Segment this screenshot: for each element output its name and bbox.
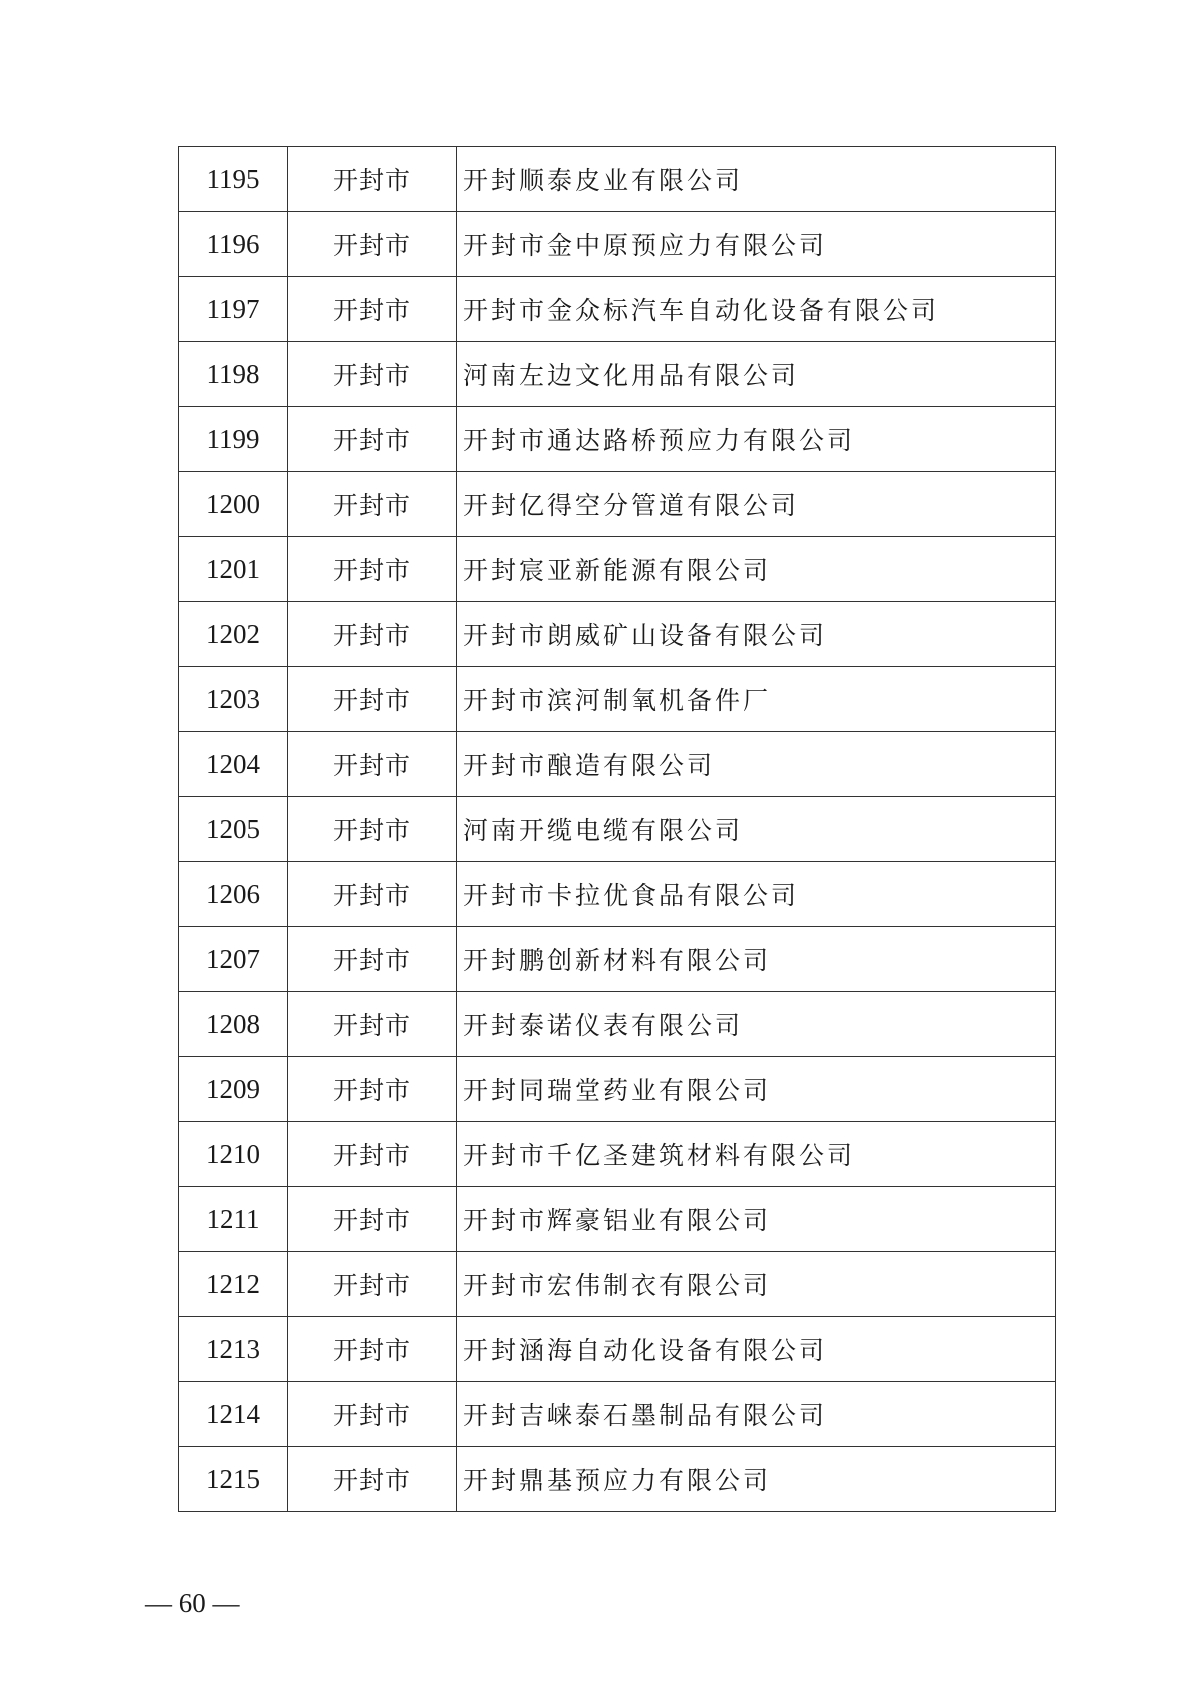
table-row [179,277,1056,342]
table-row [179,1057,1056,1122]
company-name-cell: 开封市通达路桥预应力有限公司 [457,407,1056,472]
table-row [179,732,1056,797]
city-cell: 开封市 [288,732,457,797]
row-number-cell: 1201 [179,537,288,602]
row-number-cell: 1209 [179,1057,288,1122]
row-number-cell: 1200 [179,472,288,537]
city-cell: 开封市 [288,407,457,472]
city-cell: 开封市 [288,212,457,277]
company-name-cell: 开封顺泰皮业有限公司 [457,147,1056,212]
row-number-cell: 1210 [179,1122,288,1187]
company-name-cell: 开封市金中原预应力有限公司 [457,212,1056,277]
row-number-cell: 1204 [179,732,288,797]
row-number-cell: 1202 [179,602,288,667]
city-cell: 开封市 [288,1187,457,1252]
company-name-cell: 开封市宏伟制衣有限公司 [457,1252,1056,1317]
city-cell: 开封市 [288,277,457,342]
page-number: — 60 — [145,1588,240,1618]
table-row [179,407,1056,472]
row-number-cell: 1199 [179,407,288,472]
city-cell: 开封市 [288,342,457,407]
row-number-cell: 1198 [179,342,288,407]
table-row [179,992,1056,1057]
table-row [179,472,1056,537]
row-number-cell: 1195 [179,147,288,212]
city-cell: 开封市 [288,1122,457,1187]
company-name-cell: 开封泰诺仪表有限公司 [457,992,1056,1057]
table-row [179,537,1056,602]
company-name-cell: 开封鼎基预应力有限公司 [457,1447,1056,1512]
row-number-cell: 1203 [179,667,288,732]
row-number-cell: 1206 [179,862,288,927]
company-name-cell: 河南开缆电缆有限公司 [457,797,1056,862]
row-number-cell: 1213 [179,1317,288,1382]
city-cell: 开封市 [288,862,457,927]
table-row [179,1447,1056,1512]
row-number-cell: 1215 [179,1447,288,1512]
company-name-cell: 开封亿得空分管道有限公司 [457,472,1056,537]
company-name-cell: 开封市卡拉优食品有限公司 [457,862,1056,927]
company-name-cell: 开封市金众标汽车自动化设备有限公司 [457,277,1056,342]
row-number-cell: 1196 [179,212,288,277]
row-number-cell: 1212 [179,1252,288,1317]
company-name-cell: 开封市酿造有限公司 [457,732,1056,797]
row-number-cell: 1207 [179,927,288,992]
company-name-cell: 开封市千亿圣建筑材料有限公司 [457,1122,1056,1187]
row-number-cell: 1208 [179,992,288,1057]
city-cell: 开封市 [288,1057,457,1122]
city-cell: 开封市 [288,602,457,667]
company-name-cell: 开封市朗威矿山设备有限公司 [457,602,1056,667]
table-row [179,1122,1056,1187]
table-row [179,1317,1056,1382]
company-name-cell: 开封市辉豪铝业有限公司 [457,1187,1056,1252]
table-row [179,342,1056,407]
city-cell: 开封市 [288,797,457,862]
row-number-cell: 1211 [179,1187,288,1252]
company-name-cell: 河南左边文化用品有限公司 [457,342,1056,407]
table-row [179,1252,1056,1317]
city-cell: 开封市 [288,992,457,1057]
city-cell: 开封市 [288,1252,457,1317]
company-name-cell: 开封宸亚新能源有限公司 [457,537,1056,602]
company-name-cell: 开封涵海自动化设备有限公司 [457,1317,1056,1382]
city-cell: 开封市 [288,667,457,732]
company-name-cell: 开封鹏创新材料有限公司 [457,927,1056,992]
city-cell: 开封市 [288,472,457,537]
row-number-cell: 1197 [179,277,288,342]
table-row [179,1187,1056,1252]
company-name-cell: 开封市滨河制氧机备件厂 [457,667,1056,732]
table-row [179,602,1056,667]
table-row [179,147,1056,212]
row-number-cell: 1214 [179,1382,288,1447]
city-cell: 开封市 [288,1317,457,1382]
city-cell: 开封市 [288,927,457,992]
city-cell: 开封市 [288,147,457,212]
table-row [179,797,1056,862]
city-cell: 开封市 [288,1382,457,1447]
table-row [179,927,1056,992]
city-cell: 开封市 [288,537,457,602]
company-name-cell: 开封同瑞堂药业有限公司 [457,1057,1056,1122]
row-number-cell: 1205 [179,797,288,862]
table-row [179,212,1056,277]
table-row [179,667,1056,732]
table-row [179,862,1056,927]
company-list-table [178,146,1056,1512]
company-name-cell: 开封吉崃泰石墨制品有限公司 [457,1382,1056,1447]
city-cell: 开封市 [288,1447,457,1512]
table-row [179,1382,1056,1447]
table-body [179,147,1056,1512]
